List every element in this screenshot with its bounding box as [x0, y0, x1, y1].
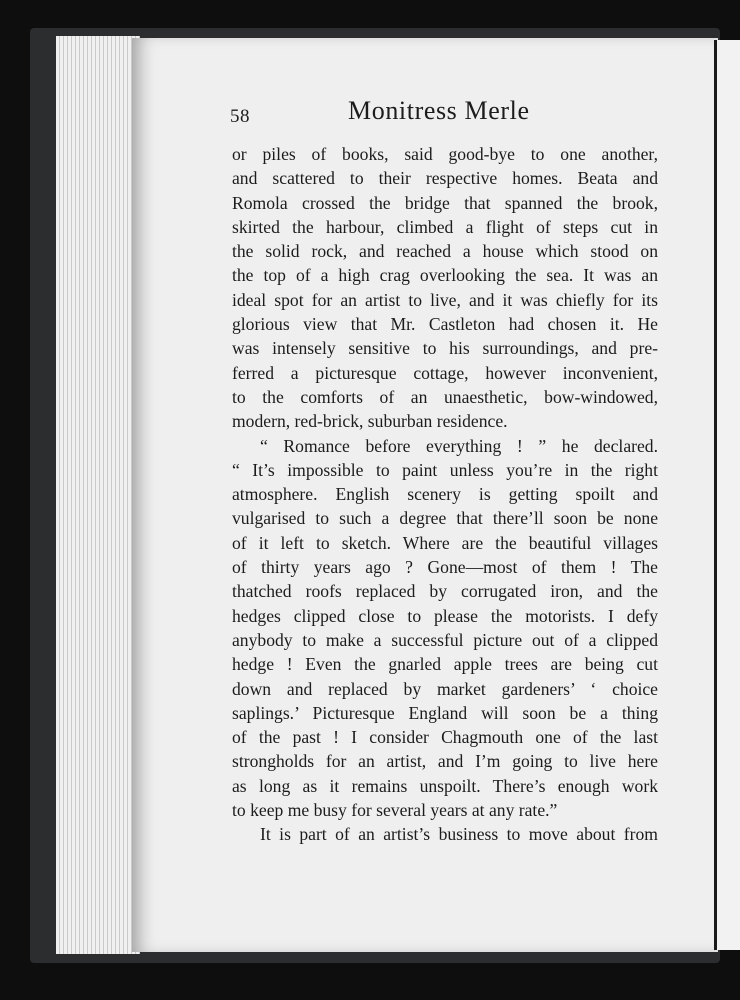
text-line: hedges clipped close to please the motorists. I defy [232, 605, 658, 626]
text-line: “ Romance before everything ! ” he declared. [260, 435, 658, 456]
text-line: of the past ! I consider Chagmouth one of the last [232, 727, 658, 748]
text-line: of thirty years ago ? Gone—most of them ! The [232, 557, 658, 578]
text-line: to the comforts of an unaesthetic, bow-windowed, [232, 386, 658, 407]
text-line: and scattered to their respective homes. Beata and [232, 168, 658, 189]
text-line: hedge ! Even the gnarled apple trees are being cut [232, 654, 658, 675]
text-line: the top of a high crag overlooking the sea. It was an [232, 265, 658, 286]
text-line: ideal spot for an artist to live, and it was chiefly for its [232, 289, 658, 310]
text-line: anybody to make a successful picture out of a clipped [232, 629, 658, 650]
text-line: Romola crossed the bridge that spanned the brook, [232, 192, 658, 213]
text-line: glorious view that Mr. Castleton had chosen it. He [232, 314, 658, 335]
text-line: the solid rock, and reached a house which stood on [232, 241, 658, 262]
text-line: skirted the harbour, climbed a flight of steps cut in [232, 216, 658, 237]
text-line: of it left to sketch. Where are the beautiful villages [232, 532, 658, 553]
text-line: It is part of an artist’s business to move about from [260, 824, 658, 845]
text-line: modern, red-brick, suburban residence. [232, 411, 508, 432]
text-line: vulgarised to such a degree that there’ll soon be none [232, 508, 658, 529]
text-line: down and replaced by market gardeners’ ‘ choice [232, 678, 658, 699]
body-text [232, 142, 658, 847]
text-line: “ It’s impossible to paint unless you’re in the right [232, 459, 658, 480]
running-title: Monitress Merle [348, 96, 530, 125]
text-line: was intensely sensitive to his surroundings, and pre- [232, 338, 658, 359]
page-number: 58 [230, 106, 250, 127]
text-line: saplings.’ Picturesque England will soon be a thing [232, 702, 658, 723]
text-line: ferred a picturesque cottage, however inconvenient, [232, 362, 658, 383]
text-line: atmosphere. English scenery is getting spoilt and [232, 484, 658, 505]
text-line: as long as it remains unspoilt. There’s enough work [232, 775, 658, 796]
text-line: thatched roofs replaced by corrugated iron, and the [232, 581, 658, 602]
right-page-edge [714, 40, 740, 950]
page-edges [56, 36, 140, 954]
page-header [230, 96, 662, 136]
text-line: or piles of books, said good-bye to one another, [232, 144, 658, 164]
text-line: strongholds for an artist, and I’m going to live here [232, 751, 658, 772]
text-line: to keep me busy for several years at any rate.” [232, 800, 558, 821]
